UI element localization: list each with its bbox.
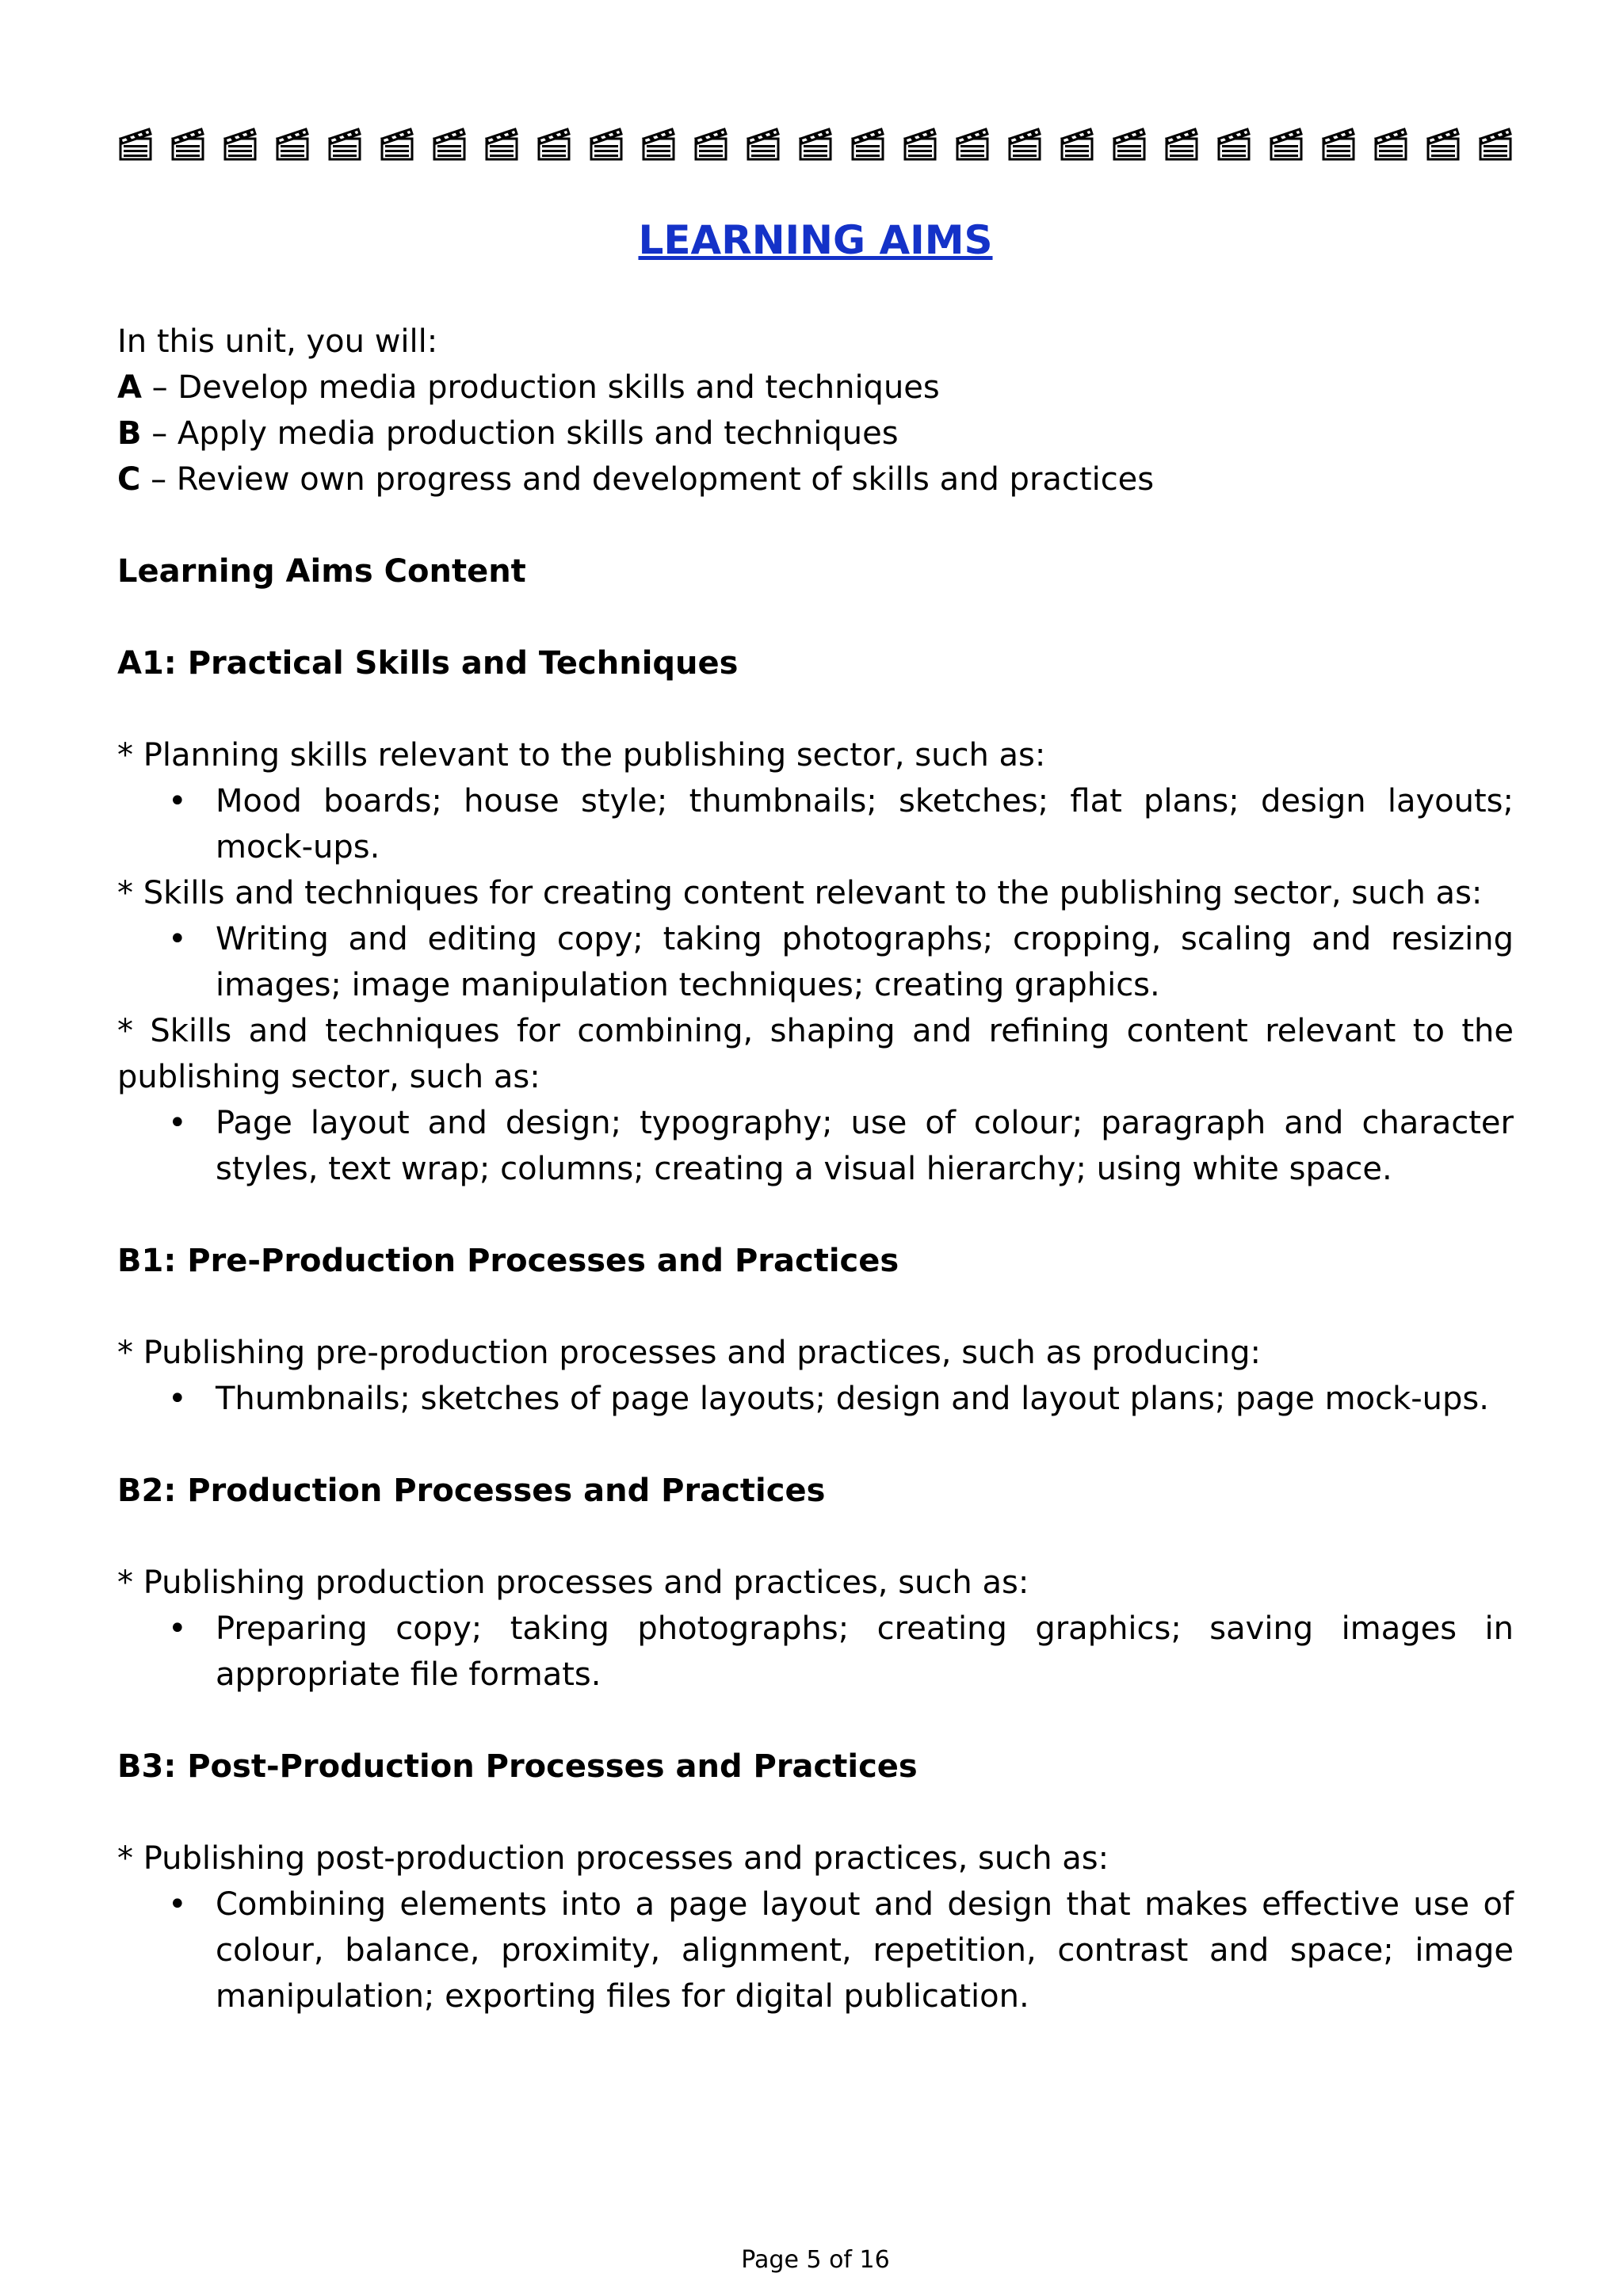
bullet-icon: • — [168, 1886, 187, 1923]
list-item — [117, 1606, 1514, 1698]
lead-text: * Skills and techniques for combining, shaping and refining content relevant to the publishing sector, such as: — [117, 1013, 1514, 1095]
section-heading-b3: B3: Post-Production Processes and Practices — [117, 1748, 918, 1785]
film-clapperboard-icon — [536, 123, 572, 162]
bullet-icon: • — [168, 1610, 187, 1647]
aim-letter: A — [117, 369, 142, 406]
film-clapperboard-icon — [1111, 123, 1148, 162]
bullet-text: Combining elements into a page layout and design that makes effective use of colour, balance, proximity, alignment, repetition, contrast and space; image manipulation; exporting files for digital publication. — [216, 1886, 1514, 2015]
list-item — [117, 778, 1514, 870]
film-clapperboard-icon — [1059, 123, 1095, 162]
film-clapperboard-icon — [1477, 123, 1514, 162]
film-clapperboard-icon — [745, 123, 781, 162]
film-clapperboard-icon — [797, 123, 834, 162]
document-page — [117, 0, 1514, 2296]
section-heading-a1: A1: Practical Skills and Techniques — [117, 645, 739, 682]
page-number: Page 5 of 16 — [741, 2246, 890, 2274]
film-clapperboard-icon — [693, 123, 729, 162]
aim-text: – Apply media production skills and techniques — [141, 415, 899, 452]
film-clapperboard-icon — [1006, 123, 1043, 162]
film-clapperboard-icon — [327, 123, 363, 162]
main-content — [117, 319, 1514, 2019]
aim-text: – Review own progress and development of skills and practices — [140, 461, 1155, 498]
aim-b — [117, 411, 1514, 457]
film-clapperboard-icon — [379, 123, 415, 162]
aim-c — [117, 457, 1514, 502]
lead-text: * Publishing post-production processes and practices, such as: — [117, 1840, 1109, 1877]
clapperboard-border — [117, 119, 1514, 166]
film-clapperboard-icon — [640, 123, 677, 162]
film-clapperboard-icon — [1216, 123, 1252, 162]
lead-text: * Publishing pre-production processes and practices, such as producing: — [117, 1335, 1262, 1371]
film-clapperboard-icon — [588, 123, 624, 162]
film-clapperboard-icon — [274, 123, 311, 162]
bullet-list — [117, 1100, 1514, 1192]
aim-letter: B — [117, 415, 142, 452]
bullet-text: Page layout and design; typography; use of colour; paragraph and character styles, text wrap; columns; creating a visual hierarchy; using white space. — [216, 1105, 1514, 1187]
film-clapperboard-icon — [902, 123, 938, 162]
list-item — [117, 1881, 1514, 2019]
film-clapperboard-icon — [1268, 123, 1304, 162]
bullet-icon: • — [168, 921, 187, 957]
section-heading-b2: B2: Production Processes and Practices — [117, 1473, 826, 1509]
intro-text: In this unit, you will: — [117, 323, 438, 360]
bullet-list — [117, 1606, 1514, 1698]
bullet-list — [117, 1881, 1514, 2019]
aim-a — [117, 365, 1514, 411]
film-clapperboard-icon — [117, 123, 154, 162]
film-clapperboard-icon — [222, 123, 258, 162]
aim-text: – Develop media production skills and techniques — [141, 369, 940, 406]
bullet-text: Thumbnails; sketches of page layouts; design and layout plans; page mock-ups. — [216, 1381, 1489, 1417]
bullet-text: Preparing copy; taking photographs; creating graphics; saving images in appropriate file formats. — [216, 1610, 1514, 1693]
page-title: LEARNING AIMS — [638, 217, 993, 263]
film-clapperboard-icon — [431, 123, 468, 162]
list-item — [117, 916, 1514, 1008]
bullet-list — [117, 1376, 1514, 1422]
bullet-list — [117, 916, 1514, 1008]
section-heading-b1: B1: Pre-Production Processes and Practices — [117, 1243, 899, 1279]
list-item — [117, 1376, 1514, 1422]
bullet-text: Writing and editing copy; taking photographs; cropping, scaling and resizing images; image manipulation techniques; creating graphics. — [216, 921, 1514, 1003]
film-clapperboard-icon — [170, 123, 206, 162]
lead-text: * Planning skills relevant to the publishing sector, such as: — [117, 737, 1046, 774]
bullet-list — [117, 778, 1514, 870]
bullet-icon: • — [168, 783, 187, 819]
list-item — [117, 1100, 1514, 1192]
film-clapperboard-icon — [1425, 123, 1461, 162]
film-clapperboard-icon — [850, 123, 886, 162]
film-clapperboard-icon — [1320, 123, 1357, 162]
bullet-icon: • — [168, 1105, 187, 1141]
aim-letter: C — [117, 461, 141, 498]
content-heading: Learning Aims Content — [117, 553, 526, 590]
lead-text: * Skills and techniques for creating content relevant to the publishing sector, such as: — [117, 875, 1483, 911]
lead-text: * Publishing production processes and practices, such as: — [117, 1564, 1029, 1601]
film-clapperboard-icon — [954, 123, 991, 162]
film-clapperboard-icon — [1163, 123, 1200, 162]
film-clapperboard-icon — [483, 123, 520, 162]
bullet-text: Mood boards; house style; thumbnails; sketches; flat plans; design layouts; mock-ups. — [216, 783, 1514, 865]
bullet-icon: • — [168, 1381, 187, 1417]
film-clapperboard-icon — [1373, 123, 1409, 162]
